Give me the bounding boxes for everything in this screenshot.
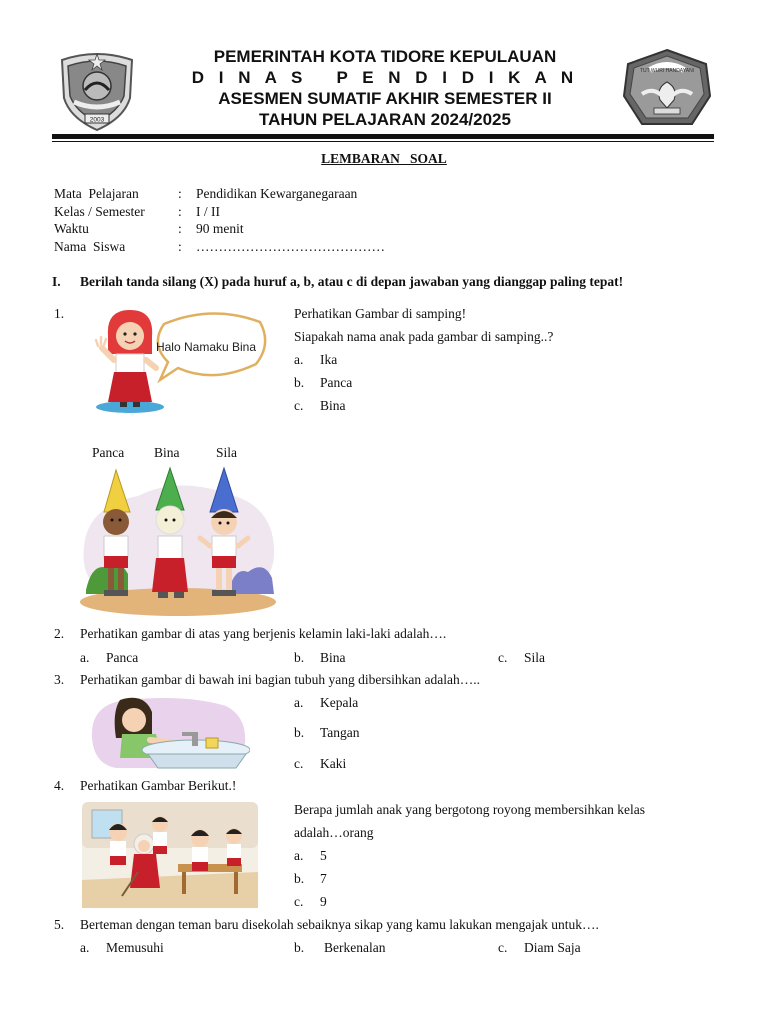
q1-option-c <box>294 398 346 414</box>
logo-motto: TUT WURI HANDAYANI <box>639 68 695 74</box>
option-text: Panca <box>320 375 353 390</box>
option-text: Sila <box>524 650 546 665</box>
option-letter: b. <box>294 650 305 665</box>
option-text: 9 <box>320 894 327 909</box>
option-letter: c. <box>498 940 508 955</box>
header-thin-rule <box>52 141 714 142</box>
section-number: I. <box>52 274 61 289</box>
q1-instruction: Perhatikan Gambar di samping! <box>294 306 467 321</box>
option-text: Bina <box>320 398 346 413</box>
identity-value-class: I / II <box>196 204 220 219</box>
option-letter: c. <box>294 756 304 771</box>
option-letter: a. <box>80 650 90 665</box>
option-text: Bina <box>320 650 346 665</box>
q4-classroom-illustration <box>82 802 258 908</box>
option-text: Kaki <box>320 756 347 771</box>
q3-option-b <box>294 725 360 741</box>
kid-label-sila: Sila <box>216 445 238 460</box>
option-letter: b. <box>294 871 305 886</box>
q2-option-a <box>80 650 138 666</box>
q1-girl-illustration <box>86 306 268 414</box>
identity-label-time: Waktu <box>54 221 89 236</box>
option-letter: a. <box>294 695 304 710</box>
q4-option-a <box>294 848 327 864</box>
option-letter: c. <box>294 398 304 413</box>
identity-value-time: 90 menit <box>196 221 244 236</box>
option-text: Panca <box>106 650 139 665</box>
q5-number: 5. <box>54 917 65 932</box>
three-kids-illustration <box>78 466 278 620</box>
option-text: Memusuhi <box>106 940 164 955</box>
q5-option-b <box>294 940 385 956</box>
header-academic-year: TAHUN PELAJARAN 2024/2025 <box>259 110 511 129</box>
option-letter: c. <box>498 650 508 665</box>
option-letter: b. <box>294 725 305 740</box>
tidore-city-emblem <box>54 46 140 132</box>
option-text: Berkenalan <box>324 940 386 955</box>
option-letter: b. <box>294 375 305 390</box>
q3-option-c <box>294 756 346 772</box>
q1-number: 1. <box>54 306 65 321</box>
identity-colon: : <box>178 239 182 254</box>
identity-value-subject: Pendidikan Kewarganegaraan <box>196 186 358 201</box>
header-thick-rule <box>52 134 714 139</box>
kid-label-bina: Bina <box>154 445 180 460</box>
q2-option-b <box>294 650 346 666</box>
header-assessment: ASESMEN SUMATIF AKHIR SEMESTER II <box>218 89 552 108</box>
identity-label-name: Nama Siswa <box>54 239 126 254</box>
option-letter: a. <box>80 940 90 955</box>
option-text: Ika <box>320 352 338 367</box>
q4-number: 4. <box>54 778 65 793</box>
q3-number: 3. <box>54 672 65 687</box>
option-text: Diam Saja <box>524 940 581 955</box>
option-text: Kepala <box>320 695 359 710</box>
section-instruction: Berilah tanda silang (X) pada huruf a, b, atau c di depan jawaban yang dianggap paling tepat! <box>80 274 624 289</box>
q5-option-c <box>498 940 581 956</box>
q3-question: Perhatikan gambar di bawah ini bagian tubuh yang dibersihkan adalah….. <box>80 672 481 687</box>
q1-option-a <box>294 352 337 368</box>
student-name-blank: …………………………………… <box>196 239 385 254</box>
header-government: PEMERINTAH KOTA TIDORE KEPULAUAN <box>213 47 557 66</box>
q1-question: Siapakah nama anak pada gambar di samping..? <box>294 329 554 344</box>
emblem-year: 2003 <box>89 116 105 124</box>
identity-colon: : <box>178 204 182 219</box>
tut-wuri-handayani-logo <box>620 48 714 132</box>
option-letter: b. <box>294 940 305 955</box>
q3-handwashing-illustration <box>86 694 250 772</box>
q2-option-c <box>498 650 545 666</box>
sheet-title: LEMBARAN SOAL <box>321 151 447 166</box>
option-text: Tangan <box>320 725 360 740</box>
option-text: 5 <box>320 848 327 863</box>
identity-colon: : <box>178 221 182 236</box>
identity-label-class: Kelas / Semester <box>54 204 145 219</box>
q3-option-a <box>294 695 358 711</box>
header-department: D I N A S P E N D I D I K A N <box>191 68 579 87</box>
q4-question-line2: adalah…orang <box>294 825 374 840</box>
q2-number: 2. <box>54 626 65 641</box>
q4-instruction: Perhatikan Gambar Berikut.! <box>80 778 237 793</box>
q5-option-a <box>80 940 164 956</box>
identity-label-subject: Mata Pelajaran <box>54 186 139 201</box>
option-letter: a. <box>294 848 304 863</box>
q4-option-c <box>294 894 327 910</box>
q2-question: Perhatikan gambar di atas yang berjenis kelamin laki-laki adalah…. <box>80 626 447 641</box>
q4-option-b <box>294 871 327 887</box>
q1-speech-bubble-text: Halo Namaku Bina <box>155 340 257 354</box>
option-letter: a. <box>294 352 304 367</box>
q4-question-line1: Berapa jumlah anak yang bergotong royong membersihkan kelas <box>294 802 646 817</box>
option-letter: c. <box>294 894 304 909</box>
q1-option-b <box>294 375 352 391</box>
q5-question: Berteman dengan teman baru disekolah sebaiknya sikap yang kamu lakukan mengajak untuk…. <box>80 917 599 932</box>
kid-label-panca: Panca <box>92 445 125 460</box>
option-text: 7 <box>320 871 327 886</box>
identity-colon: : <box>178 186 182 201</box>
